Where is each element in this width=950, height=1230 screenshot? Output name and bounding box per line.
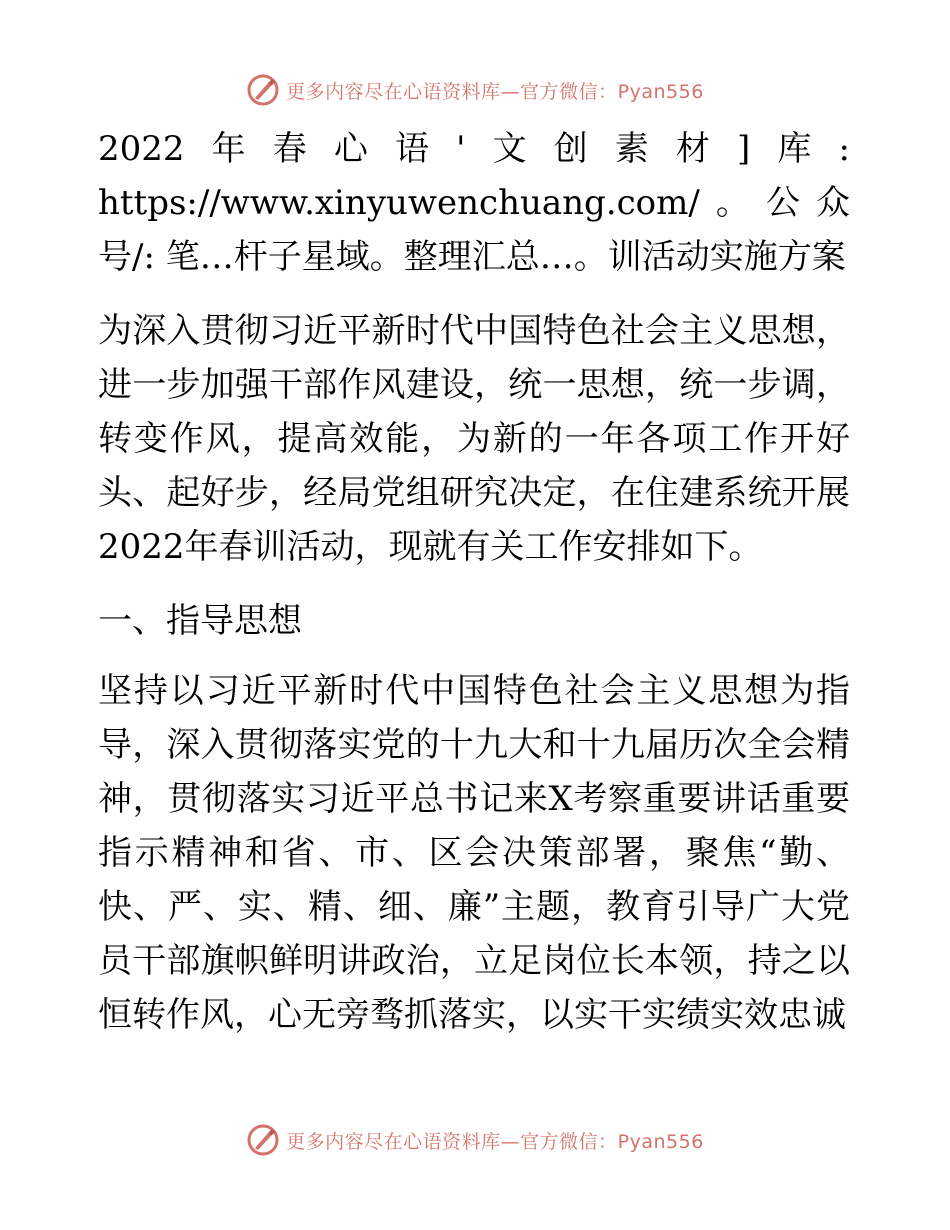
pen-logo-icon <box>246 1123 280 1157</box>
watermark-text: 更多内容尽在心语资料库—官方微信：Pyan556 <box>286 80 704 103</box>
section-heading-1: 一、指导思想 <box>98 601 302 641</box>
intro-paragraph: 2022年春心语'文创素材]库: https://www.xinyuwenchuang.com/。公众号/: 笔…杆子星域。整理汇总…。训活动实施方案 <box>98 129 850 277</box>
header-watermark <box>0 70 950 110</box>
footer-watermark <box>0 1120 950 1160</box>
paragraph-2: 坚持以习近平新时代中国特色社会主义思想为指导，深入贯彻落实党的十九大和十九届历次全会精神，贯彻落实习近平总书记来X考察重要讲话重要指示精神和省、市、区会决策部署，聚焦“勤、快、严、实、精、细、廉”主题，教育引导广大党员干部旗帜鲜明讲政治，立足岗位长本领，持之以恒转作风，心无旁骛抓落实，以实干实绩实效忠诚 <box>98 671 850 1035</box>
document-body <box>98 122 850 1062</box>
paragraph-1: 为深入贯彻习近平新时代中国特色社会主义思想，进一步加强干部作风建设，统一思想，统一步调，转变作风，提高效能，为新的一年各项工作开好头、起好步，经局党组研究决定，在住建系统开展2022年春训活动，现就有关工作安排如下。 <box>98 311 850 567</box>
pen-logo-icon <box>246 73 280 107</box>
watermark-text: 更多内容尽在心语资料库—官方微信：Pyan556 <box>286 1130 704 1153</box>
